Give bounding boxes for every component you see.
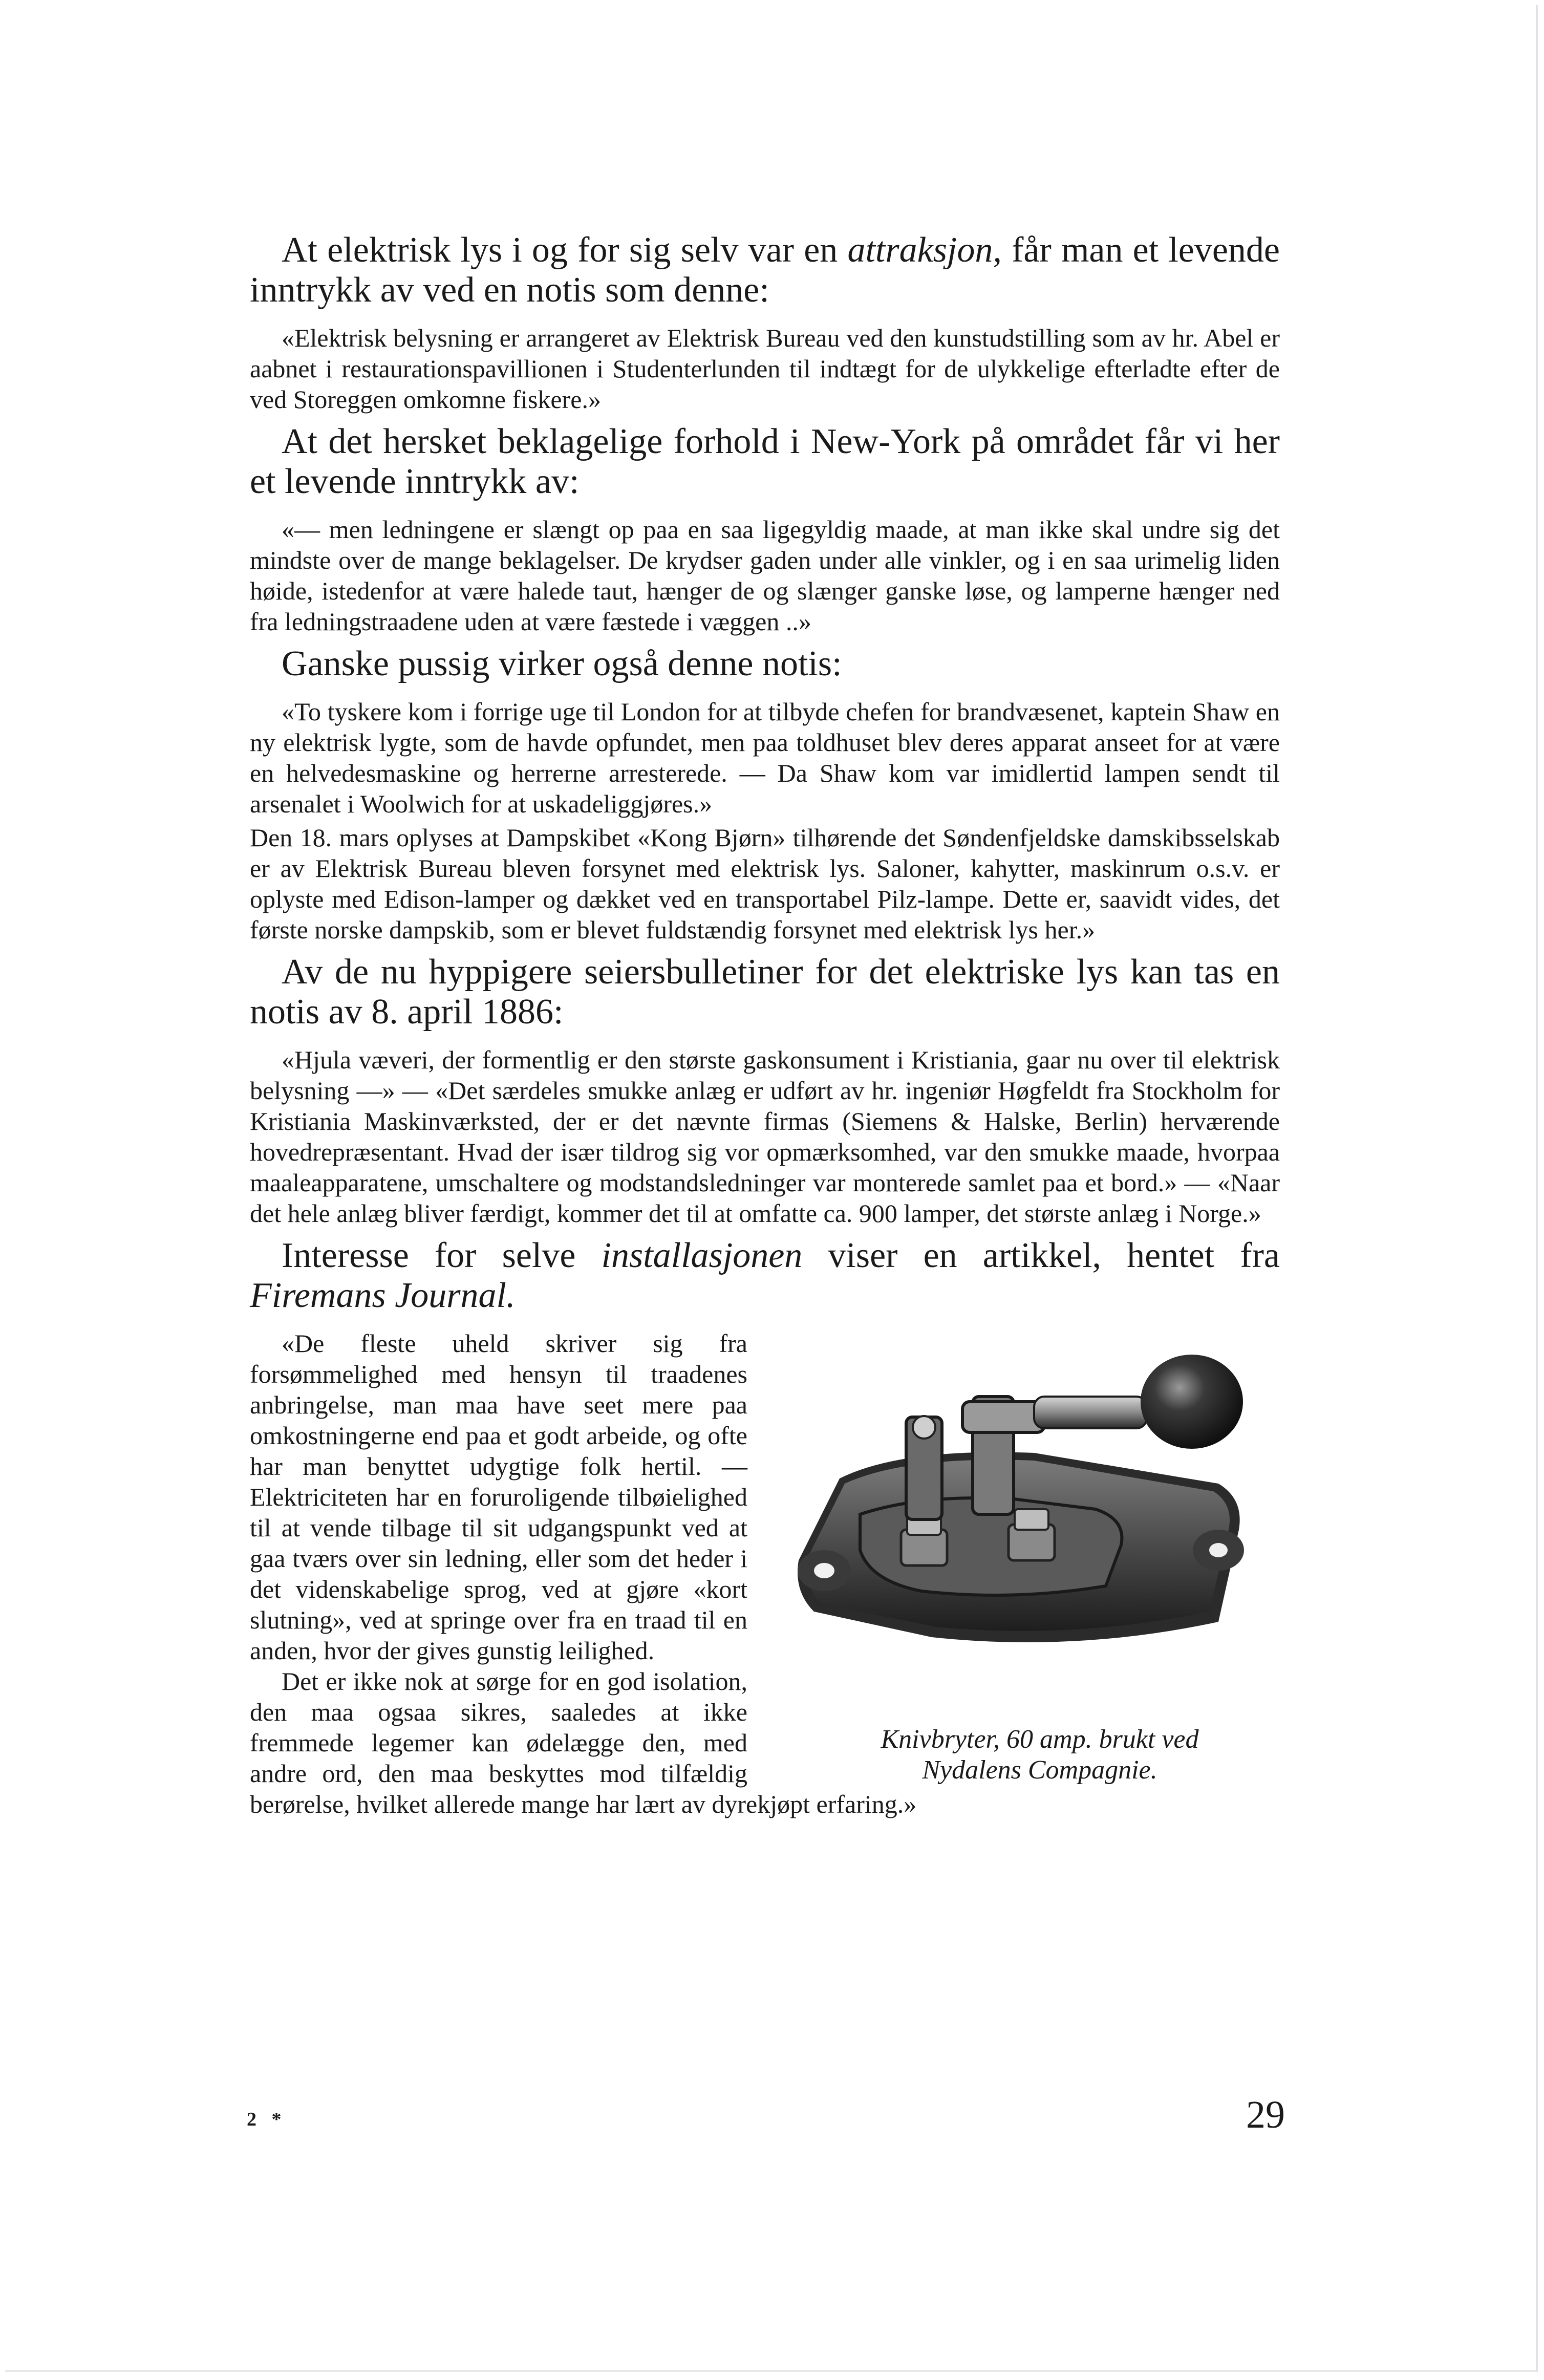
paragraph-new-york: At det hersket beklagelige forhold i New-York på området får vi her et levende inntrykk av:	[250, 422, 1280, 501]
quote-hjula-vaveri: «Hjula væveri, der formentlig er den største gaskonsument i Kristiania, gaar nu over til elektrisk belysning —» — «Det særdeles smukke anlæg er udført av hr. ingeniør Høgfeldt fra Stockholm for Kristiania Maskinværksted, der er det nævnte firmas (Siemens & Halske, Berlin) herværende hovedrepræsentant. Hvad der især tildrog sig vor opmærksomhed, var den smukke maade, hvorpaa maaleapparatene, umschaltere og modstandsledninger var monterede samlet paa et bord.» — «Naar det hele anlæg bliver færdigt, kommer det til at omfatte ca. 900 lamper, det største anlæg i Norge.»	[250, 1045, 1280, 1228]
signature-mark: 2 *	[247, 2109, 287, 2130]
paragraph-seiersbulletiner: Av de nu hyppigere seiersbulletiner for det elektriske lys kan tas en notis av 8. april 1886:	[250, 952, 1280, 1032]
quote-to-tyskere: «To tyskere kom i forrige uge til London for at tilbyde chefen for brandvæsenet, kaptein Shaw en ny elektrisk lygte, som de havde opfundet, men paa toldhuset blev deres apparat anseet for at være en helvedesmaskine og herrerne arresterede. — Da Shaw kom var imidlertid lampen sendt til arsenalet i Woolwich for at uskadeliggjøres.»	[250, 697, 1280, 818]
figure-caption	[768, 1724, 1280, 1786]
caption-line-1: Knivbryter, 60 amp. brukt ved	[881, 1725, 1199, 1754]
paragraph-pussig-notis: Ganske pussig virker også denne notis:	[282, 644, 842, 683]
quote-ledningene: «— men ledningene er slængt op paa en saa ligegyldig maade, at man ikke skal undre sig det mindste over de mange beklagelser. De krydser gaden under alle vinkler, og i en saa urimelig liden høide, istedenfor at være halede taut, hænger de og slænger ganske løse, og lamperne hænger ned fra ledningstraadene uden at være fæstede i væggen ..»	[250, 515, 1280, 636]
quote-firemans-part-2: Det er ikke nok at sørge for en god isolation, den maa ogsaa sikres, saaledes at ikke fremmede legemer kan ødelægge den, med andre ord, den maa beskyttes mod tilfældig berørelse, hvilket allerede mange har lært av dyrekjøpt erfaring.»	[250, 1667, 917, 1818]
paragraph-intro-attraction: At elektrisk lys i og for sig selv var en attraksjon, får man et levende inntrykk av ved en notis som denne:	[250, 230, 1280, 310]
knife-switch-photo-icon	[768, 1345, 1280, 1673]
quote-kong-bjorn: Den 18. mars oplyses at Dampskibet «Kong Bjørn» tilhørende det Søndenfjeldske damskibsselskab er av Elektrisk Bureau bleven forsynet med elektrisk lys. Saloner, kahytter, maskinrum o.s.v. er oplyste med Edison-lamper og dækket ved en transportabel Pilz-lampe. Dette er, saavidt vides, det første norske dampskib, som er blevet fuldstændig forsynet med elektrisk lys her.»	[250, 823, 1280, 944]
book-page	[5, 5, 1538, 2372]
quote-kunstudstilling: «Elektrisk belysning er arrangeret av Elektrisk Bureau ved den kunstudstilling som av hr. Abel er aabnet i restaurationspavillionen i Studenterlunden til indtægt for de ulykkelige efterladte efter de ved Storeggen omkomne fiskere.»	[250, 324, 1280, 414]
text-column	[250, 230, 1280, 1822]
paragraph-installasjonen: Interesse for selve installasjonen viser en artikkel, hentet fra Firemans Journal.	[250, 1236, 1280, 1315]
quote-firemans-journal	[250, 1328, 1280, 1819]
page-number: 29	[1246, 2093, 1285, 2136]
quote-firemans-part-1: «De fleste uheld skriver sig fra forsømmelighed med hensyn til traadenes anbringelse, man maa have seet mere paa omkostningerne end paa et godt arbeide, og ofte har man benyttet udygtige folk hertil. — Elektriciteten har en foruroligende tilbøielighed til at vende tilbage til sit udgangspunkt ved at gaa tværs over sin ledning, eller som det heder i det videnskabelige sprog, ved at gjøre «kort slutning», ved at springe over fra en traad til en anden, hvor der gives gunstig leilighed.	[250, 1329, 747, 1665]
caption-line-2: Nydalens Compagnie.	[922, 1755, 1157, 1785]
figure-knife-switch	[768, 1345, 1280, 1785]
